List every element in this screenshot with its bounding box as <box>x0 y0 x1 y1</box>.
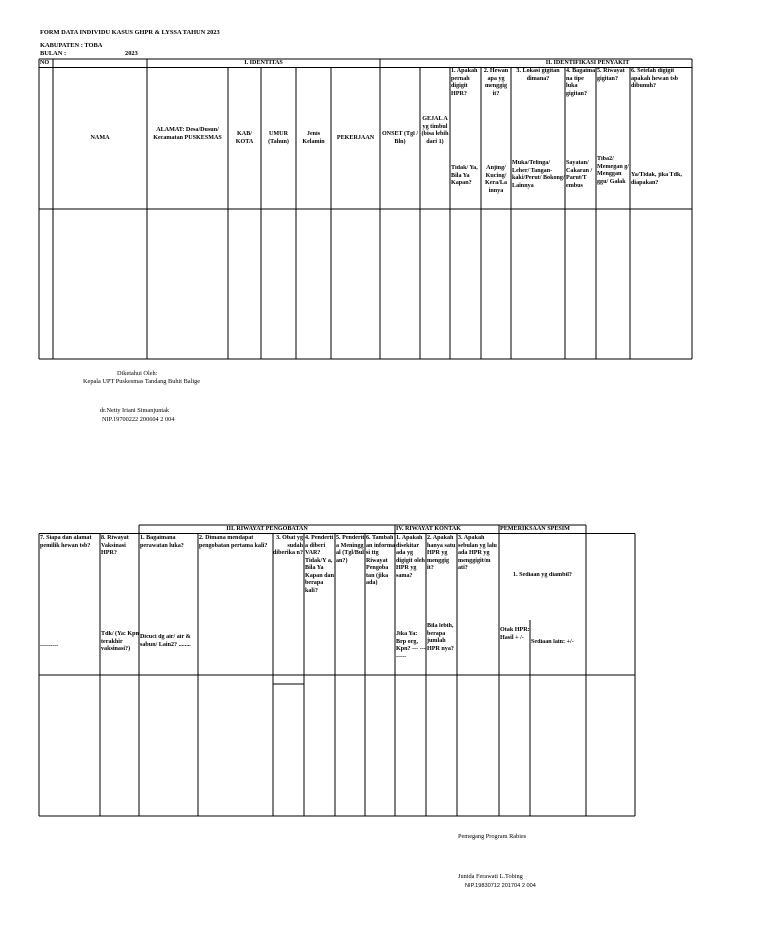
col-p1-answer: Dicuci dg air/ air & sabun/ Lain2? ........ <box>140 634 191 648</box>
col-q4-answer: Sayatan/ Cakaran / Parut/T embus <box>566 160 593 189</box>
col-k1-answer: Jika Ya: Brp org, Kpn? --- -------- <box>396 631 426 660</box>
section-identifikasi: II. IDENTIFIKASI PENYAKIT <box>545 60 630 66</box>
col-nama: NAMA <box>90 135 110 141</box>
col-k2: 2. Apakah hanya satu HPR yg menggig it? <box>427 535 456 571</box>
col-p4: 4. Penderit a diberi VAR? Tidak/Y a, Bila Ya Kapan dan berapa kali? <box>305 535 334 594</box>
col-s1-otak: Otak HPR: Hasil + /- <box>500 627 530 641</box>
col-k1: 1. Apakah disekitar ada yg digigit oleh HPR yg sama? <box>396 535 425 579</box>
signature2-line1: Pemegang Program Rabies <box>458 833 527 840</box>
col-q5-answer: Tiba2/ Memegan g/ Menggan ggu/ Galak <box>597 156 629 185</box>
col-c7: 7. Siapa dan alamat pemilik hewan tsb? <box>40 535 92 549</box>
col-q6-answer: Ya/Tidak, jika Tdk, diapakan? <box>631 172 682 186</box>
col-kab-kota: KAB/ KOTA <box>235 131 254 145</box>
col-p6: 6. Tambah an informa si ttg Riwayat Pengoba tan (jika ada) <box>366 535 395 586</box>
col-alamat: ALAMAT: Desa/Dusun/ Kecamatan PUSKESMAS <box>153 127 222 141</box>
form-title: FORM DATA INDIVIDU KASUS GHPR & LYSSA TAHUN 2023 <box>40 29 220 36</box>
col-umur: UMUR (Tahun) <box>268 131 289 145</box>
signature1-nip: NIP.19700222 200604 2 004 <box>102 416 175 423</box>
signature1-name: dr.Netty Iriani Simanjuntak <box>100 407 170 414</box>
col-q4: 4. Bagaima na tipe luka gigitan? <box>566 68 596 97</box>
col-p5: 5. Penderit a Meningg al (Tgl/Bul an?) <box>336 535 365 564</box>
col-s1-lain: Sediaan lain: +/- <box>531 639 574 645</box>
col-jenis-kelamin: Jenis Kelamin <box>302 131 325 145</box>
col-k3: 3. Apakah sebulan yg lalu ada HPR yg menggigit/m ati? <box>458 535 497 571</box>
col-p3: 3. Obat yg sudah diberika n? <box>273 535 303 556</box>
col-s1: 1. Sediaan yg diambil? <box>513 572 572 578</box>
col-gejala: GEJAL A yg timbul (bisa lebih dari 1) <box>421 116 449 145</box>
section-identitas: I. IDENTITAS <box>244 60 283 66</box>
bulan-year: 2023 <box>125 50 138 57</box>
col-onset: ONSET (Tgl / Bln) <box>381 131 419 145</box>
col-c8: 8. Riwayat Vaksinasi HPR? <box>101 535 129 556</box>
col-q2-answer: Anjing/ Kucing/ Kera/La innya <box>484 165 507 194</box>
signature2-name: Junida Ferawati L.Tobing <box>458 873 523 880</box>
col-q6: 6. Setelah digigit apakah hewan tsb dibunuh? <box>631 68 679 89</box>
signature2-nip: NIP.19830712 201704 2 004 <box>465 883 536 889</box>
col-q1-answer: Tidak/ Ya, Bila Ya Kapan? <box>451 165 478 186</box>
col-q3: 3. Lokasi gigitan dimana? <box>516 68 560 82</box>
section-riwayat-pengobatan: III. RIWAYAT PENGOBATAN <box>226 526 308 532</box>
col-p2: 2. Dimana mendapat pengobatan pertama kali? <box>199 535 268 549</box>
col-pekerjaan: PEKERJAAN <box>336 135 375 141</box>
section-riwayat-kontak: IV. RIWAYAT KONTAK <box>396 526 461 532</box>
col-q3-answer: Muka/Telinga/ Leher/ Tangan-kaki/Perut/ Bokong/ Lainnya <box>512 160 565 189</box>
bulan-label: BULAN : <box>40 50 67 57</box>
col-q2: 2. Hewan apa yg menggig it? <box>483 68 509 97</box>
col-q1: 1. Apakah pernah digigit HPR? <box>451 68 478 97</box>
col-c7-answer: --------- <box>40 643 59 649</box>
col-no: NO <box>40 60 50 66</box>
kabupaten-label: KABUPATEN : TOBA <box>40 42 103 49</box>
col-c8-answer: Tdk/ (Ya: Kpn terakhir vaksinasi?) <box>101 631 139 652</box>
col-p1: 1. Bagaimana perawatan luka? <box>140 535 184 549</box>
col-k2-answer: Bila lebih, berapa jumlah HPR nya? <box>427 623 454 652</box>
signature1-line1: Diketahui Oleh: <box>117 370 158 377</box>
signature1-line2: Kepala UPT Puskesmas Tandang Buhit Balige <box>83 378 201 385</box>
section-pemeriksaan: PEMERIKSAAN SPESIM <box>500 526 570 532</box>
col-q5: 5. Riwayat gigitan? <box>597 68 625 82</box>
